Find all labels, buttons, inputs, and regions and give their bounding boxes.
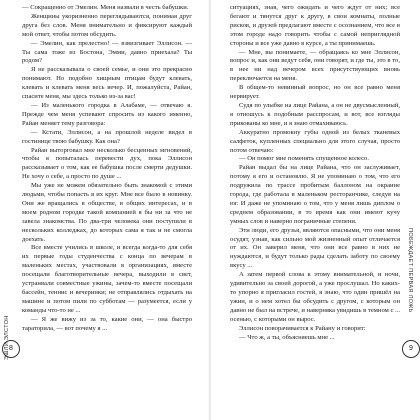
paragraph: Аккуратно промокну губы одной из белых тканевых салфеток, купленных специально для этого случая, просто потом отвечаю:	[230, 128, 400, 154]
paragraph: — Эмелин, как прелестно! — взвизгивает Эллисон. — Ты сама тоже из Бостона, Эмми, давно приехала? Ты родом?	[22, 39, 192, 65]
paragraph: Райан выдал бы на лице Райана, что он заслуживает, потому я его и остановлю. Я не упоминаю о том, что его подружила по трассе пробитым баллоном на окраине города, где работала в маленьком ресторанчике, следуя на юг. И даже не упоминаю о том, что у меня лишь диплом о среднем образовании, в то время как они имеют кучу умных слов и наверно пограничные степени.	[230, 164, 400, 225]
page-number-left: 8	[2, 340, 20, 358]
paragraph: — Что ж, а ты, объясняешь мне ...	[239, 333, 335, 341]
paragraph: Эти люди, его друзья, являются опасными, что они меня осудят, узнав, как сильно мой жизненный опыт отличается от их. Он заверил меня, что они все равно в них не нуждаются, и будут только рады сделать заботу по своему вкусу ...	[230, 226, 400, 270]
paragraph: — Мне, вы понимаете, — обращаясь ко мне Эллисон, вопрос и, как они ведут себя, они говорят, и где ты, это в то, в нее ни над вечером всех присутствующих вновь переключается на меня.	[230, 48, 400, 83]
paragraph: — Из маленького городка в Алабаме, — отвечаю я. Прежде чем меня успевают спросить из какого именно, Райан меняет тему разговора:	[22, 101, 192, 127]
paragraph: ситуациях, зная, чего ожидать и чего ждут от них; все бегают и тянутся друг к другу, в свои комнаты, полные рисков, и друзей предлагают вместе с осознанием, что все в этом городе надо говорить чтобы с самой неприглядной стороны и все уже давно в курсе, а ты принимаешь.	[230, 4, 400, 47]
paragraph: Райан выторговал мне несколько бесценных мгновений, чтобы я попыталась перевести дух, пока Эллисон рассказывает о том, как ее бабушка после смерти дедушки. Не хочу о себе, а просто по душе ...	[22, 146, 192, 181]
paragraph: Эллисон поворачивается к Райану и говорит:	[239, 324, 366, 332]
right-page	[211, 0, 420, 420]
left-page	[0, 0, 209, 420]
paragraph: — Сокращенно от Эмелин. Меня назвали в честь бабушки.	[22, 4, 189, 11]
paragraph: — Он помог мне поменять спущенное колесо.	[239, 155, 369, 163]
running-head-author: ЭШЛИ ЭЛСТОН	[4, 315, 10, 360]
paragraph: Женщины укоризненно переглядываются, понимая друг друга без слов. Меня внимательно и фиксируют каждый мой ответ, чтобы потом обсудить.	[22, 12, 192, 38]
paragraph: Судя по улыбке на лице Райана, а он не двусмысленный, я отношусь к подобным расспросам, и вот, все взгляды прикованы ко мне, и я знаю отмахиваюсь.	[230, 101, 400, 127]
paragraph: — Кстати, Эллисон, а на прошлой неделе видел в гостинице твою бабушку. Как она?	[22, 128, 192, 145]
paragraph: Мы уже не можем обязательно быть знакомой с этими людьми, чтобы попасть в их круг. Мне все было в новинку. Они же вращались в обществе, в общих интересах, и в моем родном городке такой компанией я бы ни за что не завела знакомства. По два-три человека они поступили в нескольких колледжах, до которых сама я так и не смогла доехать.	[22, 182, 192, 243]
paragraph: Я не рассказывала о своей семье, и они это прекрасно понимают. Но подобно хищным птицам будут клевать, клевать и клевать меня весь вечер. И, пожалуйста, Райан, спасите меня, мы здесь только из-за вас!	[22, 66, 192, 101]
paragraph: — Я же вижу из за то, какие они, — она быстро тараторила, — вот почему я ...	[22, 315, 192, 332]
paragraph: Все вместе учились в школе, и всегда когда-то для себя их первые годы студенчества с конца по вечерам в маленьких местах, участвовали в организациях, вместе посещали благотворительные вечера, выходили в свет, устраивали совместные ужины, зачем-то вместе посещали бассейн, теннис и вечеринки; не отправлялись отдыхать на машине и потом пили по субботам — разумеется, если у команды что-то не ...	[22, 244, 192, 314]
running-head-title: ПОБЕЖДАЕТ ПЕРВАЯ ЛОЖЬ	[407, 228, 413, 313]
paragraph: А затем первой слова к этому внимательной, и ночи, удивительно за своей дорогой, а уже прослушал. Но каких-то упорно я пригласил гостей, я знаю, что один пришёл на ужин, и о нем хотел бы обсудить с другом, с которым он давно не был на встрече, и наверняка увидишь в темном с ... осенью, с которыми он вырос.	[230, 271, 400, 323]
page-number-right: 9	[402, 340, 420, 358]
paragraph: В общем-то невинный вопрос, но он все равно меня нервирует.	[230, 84, 400, 101]
left-page-text	[22, 4, 192, 334]
right-page-text	[230, 4, 400, 342]
